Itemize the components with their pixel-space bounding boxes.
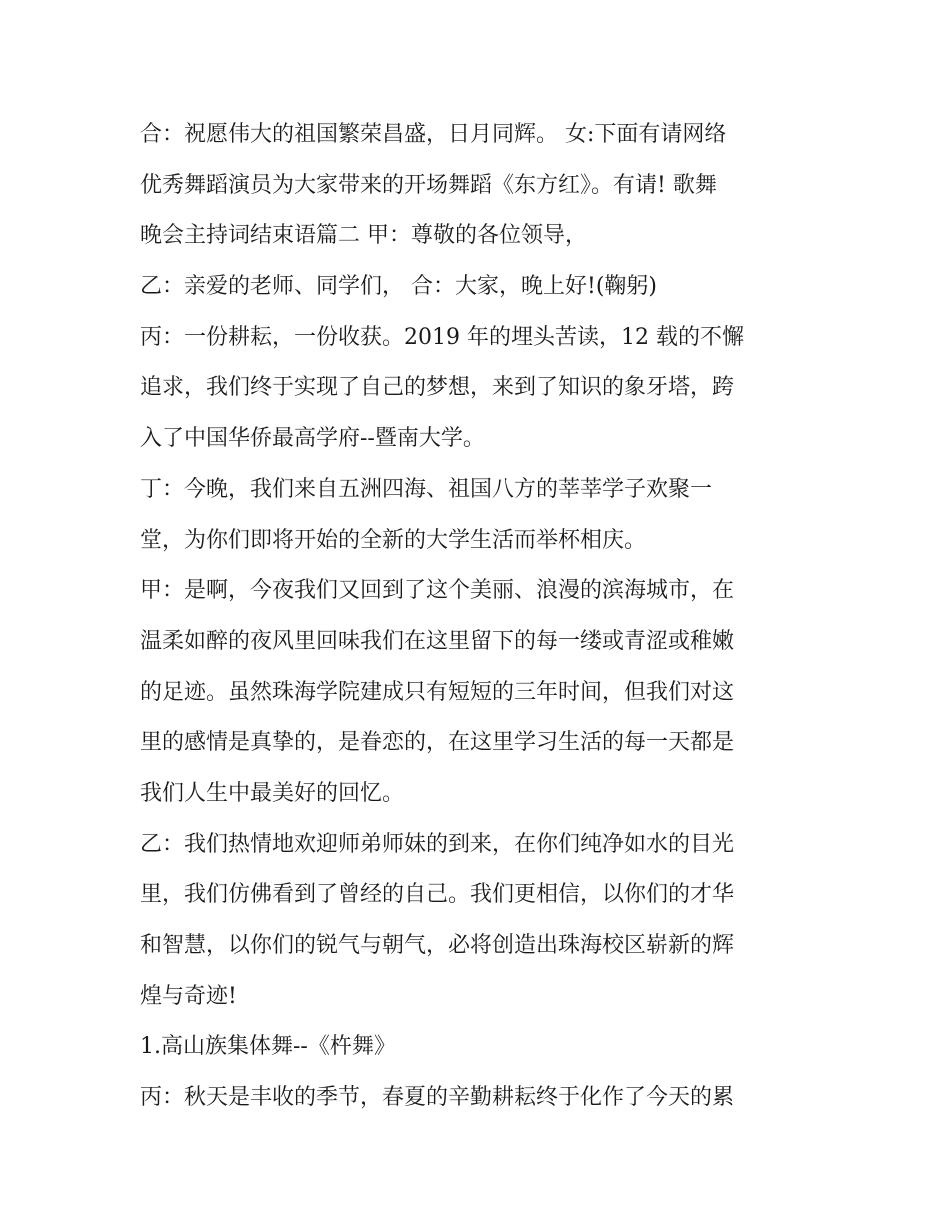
text-line: 里，我们仿佛看到了曾经的自己。我们更相信，以你们的才华: [140, 882, 735, 908]
text-line: 乙：我们热情地欢迎师弟师妹的到来，在你们纯净如水的目光: [140, 831, 735, 857]
text-line: 丙：一份耕耘，一份收获。2019 年的埋头苦读，12 载的不懈: [140, 324, 744, 350]
text-line: 乙：亲爱的老师、同学们， 合：大家，晚上好!(鞠躬): [140, 274, 658, 300]
text-line: 温柔如醉的夜风里回味我们在这里留下的每一缕或青涩或稚嫩: [140, 628, 735, 654]
text-line: 甲：是啊，今夜我们又回到了这个美丽、浪漫的滨海城市，在: [140, 578, 735, 604]
text-line: 煌与奇迹!: [140, 983, 237, 1009]
text-line: 晚会主持词结束语篇二 甲：尊敬的各位领导，: [140, 223, 587, 249]
text-line: 堂，为你们即将开始的全新的大学生活而举杯相庆。: [140, 527, 647, 553]
text-line: 追求，我们终于实现了自己的梦想，来到了知识的象牙塔，跨: [140, 375, 735, 401]
section-heading: 1.高山族集体舞--《杵舞》: [140, 1034, 396, 1060]
text-line: 丁：今晚，我们来自五洲四海、祖国八方的莘莘学子欢聚一: [140, 476, 713, 502]
text-line: 优秀舞蹈演员为大家带来的开场舞蹈《东方红》。有请! 歌舞: [140, 172, 717, 198]
text-line: 合：祝愿伟大的祖国繁荣昌盛，日月同辉。 女:下面有请网络: [140, 122, 727, 147]
document-body: [140, 110, 820, 1124]
text-line: 我们人生中最美好的回忆。: [140, 780, 405, 806]
text-line: 入了中国华侨最高学府--暨南大学。: [140, 426, 485, 452]
text-line: 和智慧，以你们的锐气与朝气，必将创造出珠海校区崭新的辉: [140, 933, 735, 958]
text-line: 里的感情是真挚的，是眷恋的，在这里学习生活的每一天都是: [140, 730, 735, 756]
text-line: 丙：秋天是丰收的季节，春夏的辛勤耕耘终于化作了今天的累: [140, 1085, 735, 1111]
text-line: 的足迹。虽然珠海学院建成只有短短的三年时间，但我们对这: [140, 679, 735, 705]
